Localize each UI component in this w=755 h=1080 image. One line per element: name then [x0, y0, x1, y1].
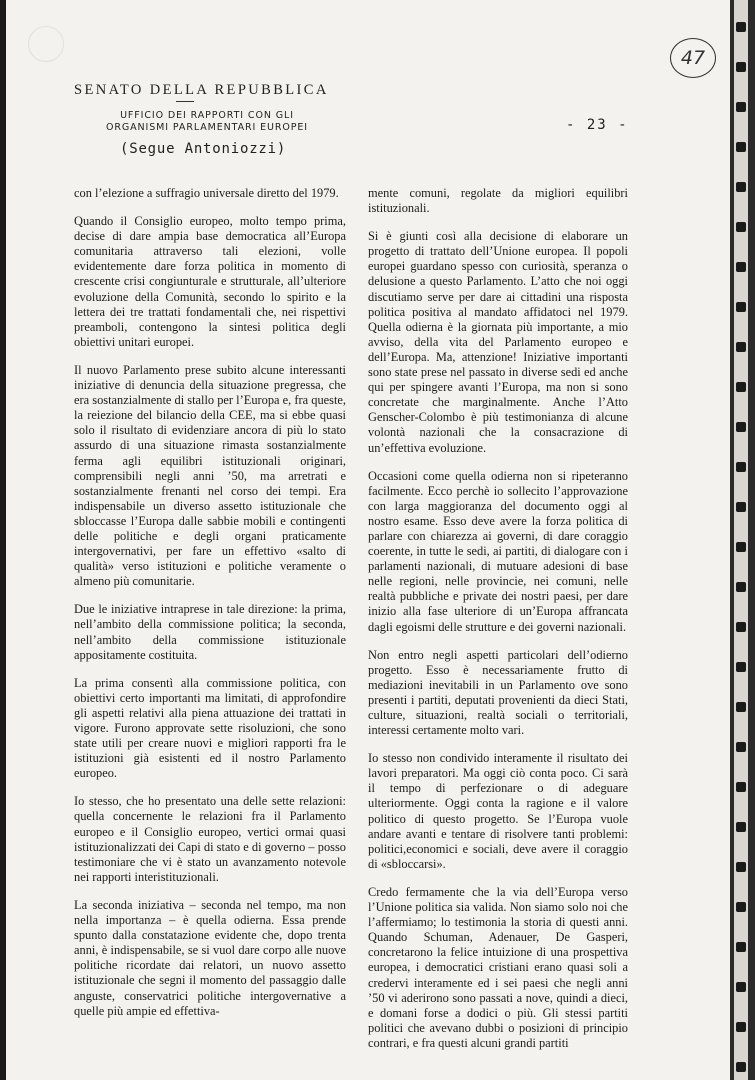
heading-rule — [176, 101, 194, 102]
paragraph: Quando il Consiglio europeo, molto tempo prima, decise di dare ampia base democratica all’Europa comunitaria attraverso tali elezioni, volle evidentemente dare forza politica in momento di crescente crisi congiunturale e strutturale, all’ulteriore evoluzione della Comunità, secondo lo spirito e la lettera dei tre trattati fondamentali che, nei rispettivi preamboli, contengono la sintesi politica degli obiettivi unitari europei. — [74, 214, 346, 349]
office-heading — [92, 110, 322, 133]
paragraph: Due le iniziative intraprese in tale direzione: la prima, nell’ambito della commissione politica; la seconda, nell’ambito della commissione istituzionale appositamente costituita. — [74, 602, 346, 662]
office-line-1: UFFICIO DEI RAPPORTI CON GLI — [120, 110, 294, 121]
paragraph: Occasioni come quella odierna non si ripeteranno facilmente. Ecco perchè io sollecito l’approvazione con larga maggioranza del documento oggi al nostro esame. Esso deve avere la forza politica di parlare con chiarezza ai governi, di dare coraggio coerente, in tutte le sedi, ai partiti, di dialogare con i parlamenti nazionali, di mutuare adesioni di base nelle regioni, nelle provincie, nei comuni, nelle realtà pubbliche e private dei nostri paesi, per dare inizio alla fase ulteriore di un’Europa affrancata dagli egoismi delle strutture e dei governi nazionali. — [368, 468, 628, 634]
page-stamp-number: 47 — [670, 38, 716, 78]
speaker-label: (Segue Antoniozzi) — [120, 141, 287, 157]
paragraph: La seconda iniziativa – seconda nel tempo, ma non nella importanza – è quella odierna. Essa prende spunto dalla constatazione evidente che, dopo trenta anni, è indispensabile, se si vuol dare corpo alle nuove politiche ricordate dai relatori, un nuovo assetto istituzionale che segni il momento del passaggio dalle anguste, conservatrici politiche intergovernative a quelle più ampie ed effettiva- — [74, 897, 346, 1018]
paragraph: Si è giunti così alla decisione di elaborare un progetto di trattato dell’Unione europea. Il popoli europei guardano spesso con curiosità, speranza o delusione a questo Parlamento. L’atto che noi oggi discutiamo serve per dare ai cittadini una risposta politica positiva al mandato affidatoci nel 1979. Quella odierna è la giornata più importante, a mio avviso, della vita del Parlamento europeo e dell’Europa. Ma, attenzione! Iniziative importanti sono state prese nel passato in diverse sedi ed anche qui per spingere avanti l’Europa, ma non si sono concretate che marginalmente. Anche l’Atto Genscher-Colombo è più testimonianza di alcune volontà nazionali che la consacrazione di un’effettiva evoluzione. — [368, 229, 628, 455]
paragraph: Io stesso non condivido interamente il risultato dei lavori preparatori. Ma oggi ciò conta poco. Ci sarà il tempo di perfezionare o di adeguare ulteriormente. Oggi conta la ragione e il valore politico di questo progetto. Se l’Europa vuole andare avanti e tentare di risolvere tanti problemi: politici,economici e sociali, deve avere il coraggio di «sbloccarsi». — [368, 751, 628, 871]
binding-edge — [730, 0, 755, 1080]
left-column — [74, 186, 346, 1032]
faded-stamp-mark — [28, 26, 64, 62]
office-line-2: ORGANISMI PARLAMENTARI EUROPEI — [106, 121, 308, 133]
page-number: - 23 - — [566, 117, 629, 133]
paragraph: mente comuni, regolate da migliori equilibri istituzionali. — [368, 186, 628, 216]
paragraph: La prima consentì alla commissione politica, con obiettivi certo importanti ma limitati, di approfondire gli aspetti relativi alla piena attuazione dei trattati in vigore. Furono approvate sette risoluzioni, che sono state utili per creare nuovi e migliori rapporti fra le istituzioni già esistenti ed il nostro Parlamento europeo. — [74, 675, 346, 781]
paragraph: con l’elezione a suffragio universale diretto del 1979. — [74, 186, 339, 200]
paragraph: Credo fermamente che la via dell’Europa verso l’Unione politica sia valida. Non siamo solo noi che l’affermiamo; lo testimonia la storia di questi anni. Quando Schuman, Adenauer, De Gasperi, concretarono la felice intuizione di una prospettiva europea, i democratici cristiani erano quasi soli a credervi interamente ed i sei paesi che negli anni ’50 vi aderirono sono passati a nove, quindi a dieci, e domani forse a dodici o più. Gli stessi partiti politici che avevano dubbi o posizioni di principio contrari, e fra questi alcuni grandi partiti — [368, 884, 628, 1050]
right-column — [368, 186, 628, 1064]
paragraph: Non entro negli aspetti particolari dell’odierno progetto. Esso è necessariamente frutto di mediazioni inevitabili in un Parlamento ove sono presenti i partiti, deputati provenienti da dieci Stati, culture, situazioni, realtà sociali o territoriali, interessi certamente molto vari. — [368, 647, 628, 738]
paragraph: Il nuovo Parlamento prese subito alcune interessanti iniziative di denuncia della situazione pregressa, che era sostanzialmente di stallo per l’Europa e, fra queste, la reiezione del bilancio della CEE, ma si ebbe quasi solo il risultato di evidenziare ancora di più lo stato assurdo di una situazione rimasta sostanzialmente ferma agli equilibri istituzionali originari, comprensibili negli anni ’50, ma arretrati e sostanzialmente frenanti nel corso dei tempi. Era indispensabile un diverso assetto istituzionale che sbloccasse l’Europa dalle sabbie mobili e contingenti delle politiche e degli organi praticamente intergovernativi, per fare un effettivo «salto di qualità» verso istituzioni e politiche veramente o almeno più comunitarie. — [74, 362, 346, 589]
institution-heading: SENATO DELLA REPUBBLICA — [74, 82, 329, 98]
paragraph: Io stesso, che ho presentato una delle sette relazioni: quella concernente le relazioni fra il Parlamento europeo e il Consiglio europeo, vertici ormai quasi istituzionalizzati dei Capi di stato e di governo – posso testimoniare che vi è stato un avanzamento notevole nei rapporti interistituzionali. — [74, 794, 346, 884]
